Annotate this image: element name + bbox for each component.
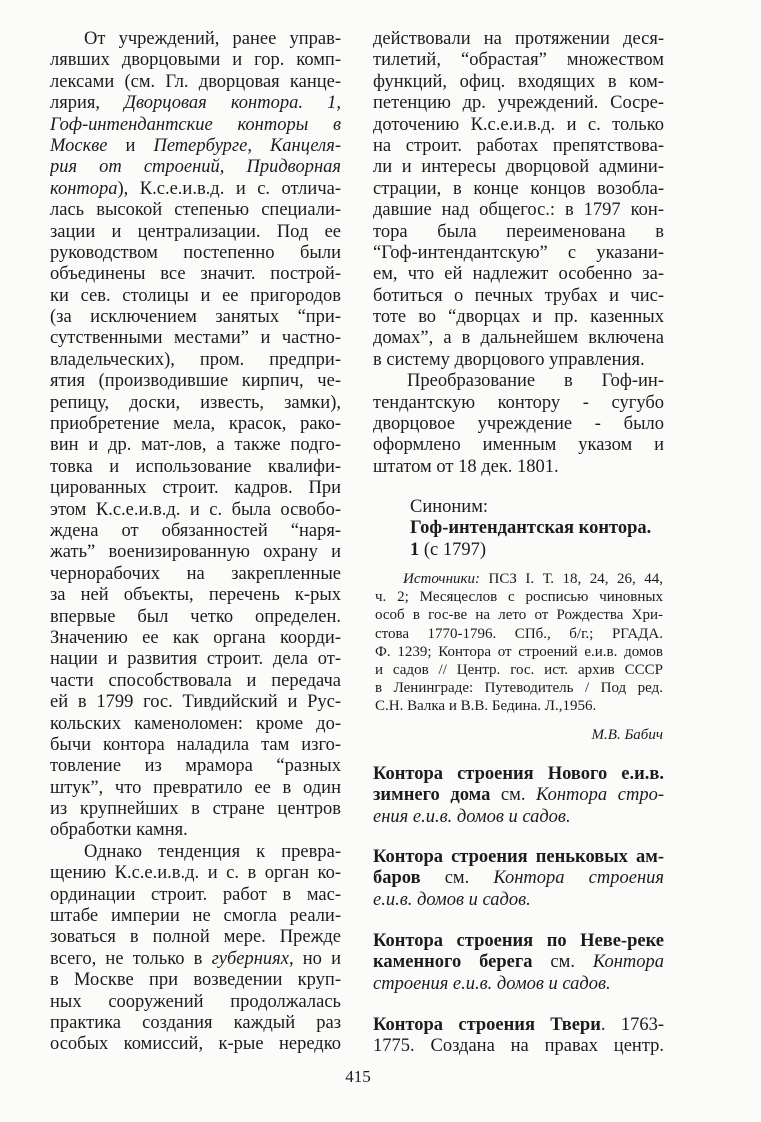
text-span: ных сооружений продолжалась — [50, 991, 341, 1012]
text-span: зоваться в полной мере. Прежде — [50, 927, 341, 948]
text-line — [375, 588, 663, 606]
text-span: тора была переименована в — [373, 221, 664, 242]
text-line — [375, 697, 663, 715]
text-line — [50, 371, 341, 392]
text-span: “Гоф-интендантскую” с указани- — [373, 242, 664, 263]
text-span: всего, не только в — [50, 948, 212, 969]
text-span: лась высокой степенью специали- — [50, 200, 341, 221]
paragraph — [50, 842, 341, 1056]
text-line — [50, 735, 341, 756]
text-span: . 1763- — [600, 1015, 664, 1035]
text-span: Значению ее как органа коорди- — [50, 627, 341, 648]
text-span: давшие над общегос.: в 1797 кон- — [373, 200, 664, 221]
text-line — [50, 863, 341, 884]
dictionary-entry — [373, 764, 664, 828]
text-line — [373, 1015, 664, 1036]
italic-text: Дворцовая контора. 1, — [124, 93, 341, 114]
bold-text: Контора строения Нового е.и.в. — [373, 764, 664, 784]
text-line — [410, 518, 664, 539]
text-line — [375, 661, 663, 679]
text-span: тоте во “дворцах и пр. казенных — [373, 307, 664, 328]
text-line — [50, 393, 341, 414]
text-line — [50, 1034, 341, 1055]
text-span: штабе империи не смогла реали- — [50, 906, 341, 927]
italic-text: Источники: — [403, 571, 481, 587]
text-line — [50, 649, 341, 670]
dictionary-entry — [373, 1015, 664, 1058]
italic-text: губерниях — [211, 948, 289, 969]
text-line — [50, 328, 341, 349]
bold-text: Контора строения по Неве-реке — [373, 931, 664, 951]
text-span: руководством постепенно были — [50, 242, 341, 263]
text-span: в Ленинграде: Путеводитель / Под ред. — [375, 680, 663, 697]
text-span: Синоним: — [410, 497, 489, 517]
text-line — [373, 414, 664, 435]
text-span: жать” военизированную охрану и — [50, 542, 341, 563]
text-line — [50, 307, 341, 328]
sources-block — [375, 570, 663, 716]
text-line — [50, 564, 341, 585]
synonym-block — [410, 497, 664, 561]
italic-text: рия от строений, Придворная — [50, 157, 341, 178]
dictionary-entry — [373, 931, 664, 995]
entry-kontora-tveri — [373, 1015, 664, 1058]
text-line — [373, 807, 664, 828]
text-line — [50, 286, 341, 307]
text-span: лярия, — [50, 93, 125, 114]
text-span: ), К.с.е.и.в.д. и с. отлича- — [117, 178, 341, 199]
text-line — [50, 521, 341, 542]
text-line — [373, 1036, 664, 1057]
italic-text: Контора стро- — [536, 785, 664, 806]
text-span: особых комиссий, к-рые нередко — [50, 1034, 341, 1055]
text-line — [50, 264, 341, 285]
right-column-text — [373, 29, 664, 478]
text-span: Ф. 1239; Контора от строений е.и.в. домов — [375, 643, 663, 660]
text-line — [373, 136, 664, 157]
text-span: функций, офиц. входящих в ком- — [373, 71, 664, 92]
bold-text: Гоф-интендантская контора. — [410, 518, 652, 539]
text-line — [50, 243, 341, 264]
text-line — [50, 992, 341, 1013]
text-line — [410, 540, 664, 561]
text-line — [373, 179, 664, 200]
text-span: этом К.с.е.и.в.д. и с. была освобо- — [50, 499, 341, 520]
text-line — [373, 286, 664, 307]
text-span: ботиться о печных трубах и чис- — [373, 285, 664, 306]
italic-text: ения е.и.в. домов и садов. — [373, 806, 571, 827]
text-span: действовали на протяжении деся- — [373, 29, 664, 49]
text-line — [50, 350, 341, 371]
text-span: , но и — [289, 948, 341, 969]
dictionary-entry — [373, 847, 664, 911]
text-line — [50, 157, 341, 178]
text-line — [373, 764, 664, 785]
text-span: ки сев. столицы и ее пригородов — [50, 285, 341, 306]
text-line — [373, 328, 664, 349]
text-line — [373, 974, 664, 995]
text-span: в Москве при возведении круп- — [50, 970, 341, 991]
text-span: ждена от обязанностей “наря- — [50, 520, 341, 541]
text-span: цированных строит. кадров. При — [50, 478, 341, 499]
text-span: вин и др. мат-лов, а также подго- — [50, 435, 341, 456]
text-span: и садов // Центр. гос. ист. архив СССР — [375, 661, 663, 678]
text-line — [373, 72, 664, 93]
text-line — [50, 136, 341, 157]
bold-text: Контора строения пеньковых ам- — [373, 847, 664, 867]
text-line — [50, 179, 341, 200]
text-span: товление из мрамора “разных — [50, 756, 341, 777]
text-line — [50, 714, 341, 735]
italic-text: Петербурге, Канцеля- — [153, 135, 341, 156]
sources — [375, 570, 663, 716]
paragraph — [50, 29, 341, 842]
text-line — [375, 679, 663, 697]
text-span: (за исключением занятых “при- — [50, 307, 341, 328]
text-span: зации и централизации. Под ее — [50, 221, 341, 242]
text-line — [50, 72, 341, 93]
text-span: лексами (см. Гл. дворцовая канце- — [50, 71, 341, 92]
text-line — [373, 200, 664, 221]
text-line — [373, 29, 664, 50]
text-span: С.Н. Валка и В.В. Бедина. Л.,1956. — [375, 698, 597, 715]
entry-kontora-penkovyh-ambarov — [373, 847, 664, 911]
text-span: дворцовое учреждение - было — [373, 414, 664, 435]
text-line — [410, 497, 664, 518]
text-line — [50, 885, 341, 906]
italic-text: Гоф-интендантские конторы в — [50, 114, 341, 135]
text-span: практика создания каждый раз — [50, 1012, 341, 1033]
text-span: тендантскую контору - сугубо — [373, 392, 664, 413]
bold-text: зимнего дома — [373, 785, 491, 806]
text-span: бычи контора наладила там изго- — [50, 734, 341, 755]
text-line — [50, 500, 341, 521]
text-span: приобретение мела, красок, рако- — [50, 414, 341, 435]
text-span: см. — [532, 952, 593, 973]
text-line — [50, 756, 341, 777]
text-span: ч. 2; Месяцеслов с росписью чиновных — [375, 589, 663, 606]
text-span: штатом от 18 дек. 1801. — [373, 456, 559, 477]
bold-text: 1 — [410, 539, 420, 560]
text-line — [50, 200, 341, 221]
text-line — [373, 115, 664, 136]
text-line — [50, 949, 341, 970]
text-line — [50, 799, 341, 820]
text-line — [373, 785, 664, 806]
text-line — [50, 478, 341, 499]
text-line — [373, 868, 664, 889]
text-line — [375, 625, 663, 643]
text-line — [50, 842, 341, 863]
text-line — [373, 890, 664, 911]
italic-text: Контора строения — [493, 868, 664, 889]
text-line — [373, 264, 664, 285]
text-line — [50, 542, 341, 563]
text-line — [50, 93, 341, 114]
text-span: домах”, а в дальнейшем включена — [373, 328, 664, 349]
text-span: в систему дворцового управления. — [373, 349, 645, 370]
text-line — [373, 847, 664, 868]
bold-text: баров — [373, 868, 421, 889]
text-span: страции, в конце концов возобла- — [373, 178, 664, 199]
text-line — [373, 307, 664, 328]
text-span: репицу, доски, известь, замки), — [50, 392, 341, 413]
text-span: объединены все значит. построй- — [50, 264, 341, 285]
text-span: см. — [490, 785, 537, 806]
text-span: оформлено именным указом и — [373, 435, 664, 456]
text-line — [50, 585, 341, 606]
text-line — [373, 931, 664, 952]
text-span: ем, что ей надлежит особенно за- — [373, 264, 664, 285]
text-span: ей в 1799 гос. Тивдийский и Рус- — [50, 692, 341, 713]
text-span: 1775. Создана на правах центр. — [373, 1036, 664, 1057]
text-span: лявших дворцовыми и гор. комп- — [50, 50, 341, 71]
text-span: Преобразование в Гоф-ин- — [407, 371, 664, 392]
text-line — [50, 115, 341, 136]
text-line — [50, 457, 341, 478]
text-line — [50, 820, 341, 841]
text-line — [50, 435, 341, 456]
text-line — [50, 1013, 341, 1034]
author-signature: М.В. Бабич — [591, 727, 663, 743]
entry-kontora-novogo-zimnego-doma — [373, 764, 664, 828]
text-span: чернорабочих на закрепленные — [50, 563, 341, 584]
text-line — [373, 371, 664, 392]
paragraph — [373, 29, 664, 371]
text-span: товка и использование квалифи- — [50, 456, 341, 477]
text-span: тилетий, “обрастая” множеством — [373, 50, 664, 71]
bold-text: каменного берега — [373, 952, 533, 973]
text-line — [50, 607, 341, 628]
text-span: на строит. работах препятствова- — [373, 135, 664, 156]
text-line — [50, 222, 341, 243]
text-span: нации и развития строит. дела от- — [50, 649, 341, 670]
italic-text: контора — [50, 178, 118, 199]
text-span: ординации строит. работ в мас- — [50, 884, 341, 905]
text-line — [373, 243, 664, 264]
text-span: ятия (производившие кирпич, че- — [50, 371, 341, 392]
text-span: впервые был четко определен. — [50, 606, 341, 627]
text-span: петенцию др. учреждений. Сосре- — [373, 93, 664, 114]
text-span: части способствовала и передача — [50, 670, 341, 691]
text-span: и — [107, 135, 154, 156]
text-line — [50, 29, 341, 50]
text-span: см. — [420, 868, 494, 889]
text-line — [50, 692, 341, 713]
text-line — [373, 393, 664, 414]
text-span: кольских каменоломен: кроме до- — [50, 713, 341, 734]
text-span: щению К.с.е.и.в.д. и с. в орган ко- — [50, 863, 341, 884]
text-span: ли и интересы дворцовой админи- — [373, 157, 664, 178]
text-line — [375, 570, 663, 588]
text-line — [50, 50, 341, 71]
text-line — [373, 50, 664, 71]
text-line — [373, 93, 664, 114]
italic-text: е.и.в. домов и садов. — [373, 889, 531, 910]
synonym — [410, 497, 664, 561]
page-number: 415 — [345, 1067, 371, 1086]
entry-kontora-po-neve-reke — [373, 931, 664, 995]
text-line — [373, 350, 664, 371]
text-span: особ в гос-ве на лето от Рождества Хри- — [375, 607, 663, 624]
text-line — [50, 906, 341, 927]
italic-text: Москве — [50, 135, 108, 156]
text-line — [373, 222, 664, 243]
text-span: стова 1770-1796. СПб., б/г.; РГАДА. — [375, 625, 663, 642]
text-span: владельческих), пром. предпри- — [50, 349, 341, 370]
text-span: за ней объекты, перечень к-рых — [50, 585, 341, 606]
text-line — [375, 606, 663, 624]
text-line — [50, 414, 341, 435]
italic-text: Контора — [592, 952, 664, 973]
text-line — [50, 778, 341, 799]
text-line — [50, 927, 341, 948]
text-span: из крупнейших в стране центров — [50, 799, 341, 820]
text-span: сутственными местами” и частно- — [50, 328, 341, 349]
text-span: штук”, что превратило ее в один — [50, 777, 341, 798]
text-line — [373, 157, 664, 178]
text-line — [50, 970, 341, 991]
text-span: ПСЗ I. Т. 18, 24, 26, 44, — [480, 571, 663, 587]
left-column — [50, 29, 341, 1056]
bold-text: Контора строения Твери — [373, 1015, 601, 1035]
text-span: обработки камня. — [50, 820, 188, 841]
text-span: От учреждений, ранее управ- — [84, 29, 341, 49]
paragraph — [373, 371, 664, 478]
text-span: доточению К.с.е.и.в.д. и с. только — [373, 114, 664, 135]
text-span: Однако тенденция к превра- — [84, 841, 341, 862]
text-line — [50, 671, 341, 692]
text-span: (с 1797) — [419, 539, 487, 560]
text-line — [50, 628, 341, 649]
text-line — [373, 457, 664, 478]
text-line — [373, 952, 664, 973]
text-line — [375, 643, 663, 661]
text-line — [373, 435, 664, 456]
italic-text: строения е.и.в. домов и садов. — [373, 973, 611, 994]
